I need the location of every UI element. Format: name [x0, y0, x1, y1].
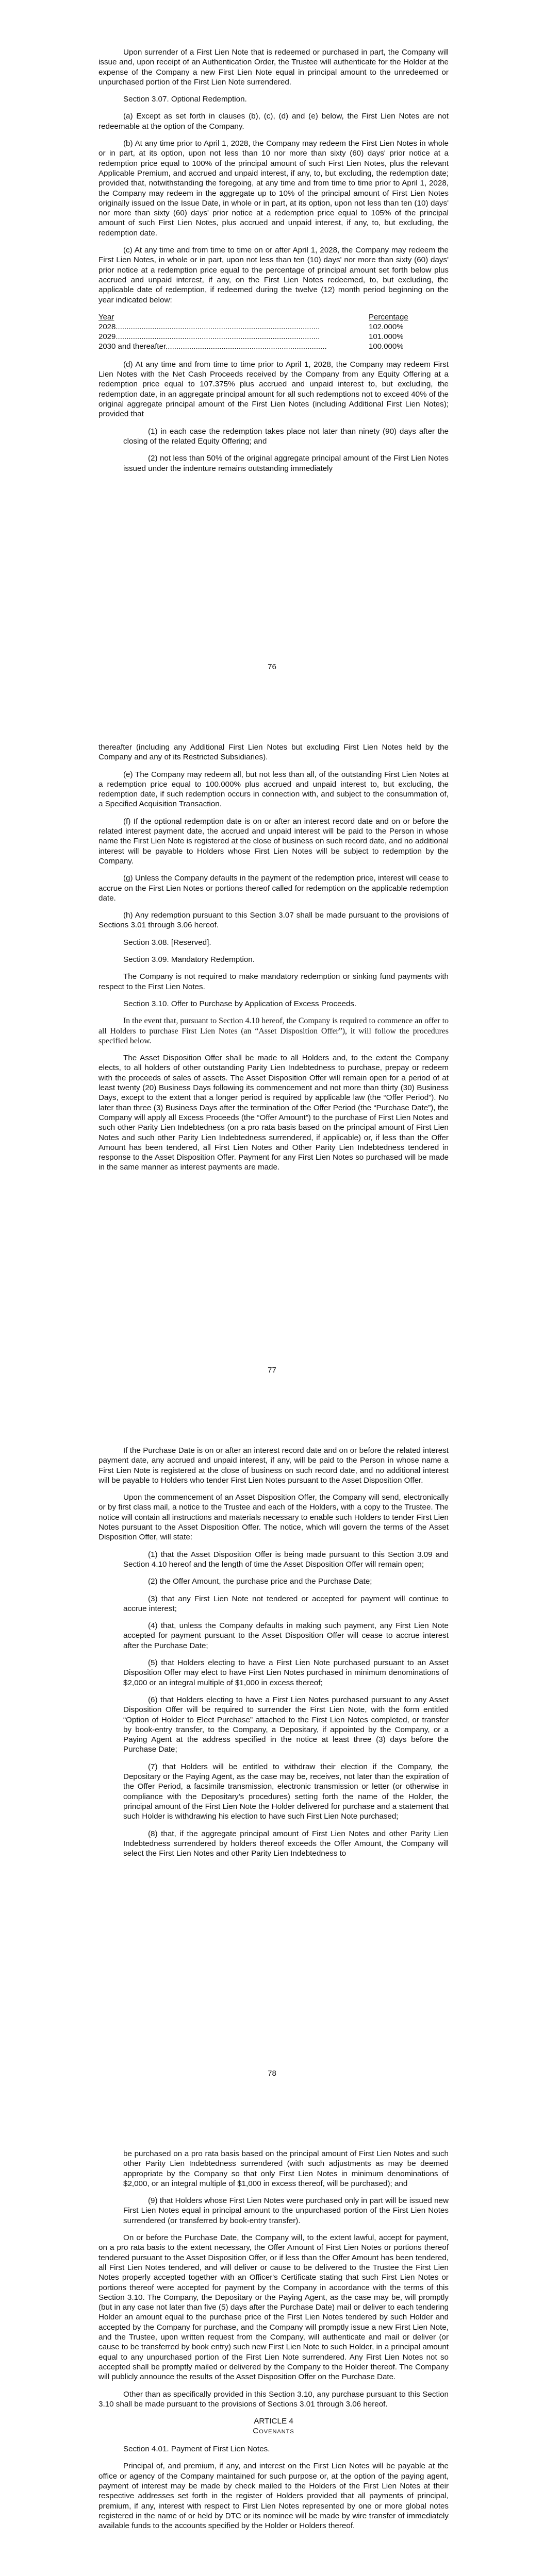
- list-item: (6) that Holders electing to have a First Lien Notes purchased pursuant to any Asset Disposition Offer will be required to surrender the First Lien Note, with the form entitled “Option of Holder to Elect Purchase” attached to the First Lien Notes completed, or transfer by book-entry transfer, to the Company, a Depositary, if appointed by the Company, or a Paying Agent at the address specified in the notice at least three (3) days before the Purchase Date;: [123, 1695, 449, 1754]
- schedule-percentage: 101.000%: [369, 332, 404, 341]
- page-number: 76: [268, 663, 276, 671]
- list-item: (4) that, unless the Company defaults in making such payment, any First Lien Note accepted for payment pursuant to the Asset Disposition Offer will cease to accrue interest after the Purchase Date;: [123, 1621, 449, 1650]
- page-79: [0, 2110, 544, 2576]
- table-header-row: [98, 312, 431, 322]
- schedule-year: 2028...............................................................................................: [98, 322, 320, 331]
- article-title: ARTICLE 4: [254, 2417, 293, 2426]
- paragraph: Other than as specifically provided in this Section 3.10, any purchase pursuant to this Section 3.10 shall be made pursuant to the provisions of Sections 3.01 through 3.06 hereof.: [98, 2389, 449, 2409]
- page-76: [0, 0, 544, 703]
- paragraph: (h) Any redemption pursuant to this Section 3.07 shall be made pursuant to the provisions of Sections 3.01 through 3.06 hereof.: [98, 911, 449, 930]
- schedule-percentage: 102.000%: [369, 322, 404, 331]
- paragraph: If the Purchase Date is on or after an interest record date and on or before the related interest payment date, any accrued and unpaid interest, if any, will be paid to the Person in whose name a First Lien Note is registered at the close of business on such record date, and no additional interest will be payable to Holders who tender First Lien Notes pursuant to the Asset Disposition Offer.: [98, 1446, 449, 1485]
- paragraph: (g) Unless the Company defaults in the payment of the redemption price, interest will cease to accrue on the First Lien Notes or portions thereof called for redemption on the applicable redemption date.: [98, 874, 449, 903]
- paragraph: (a) Except as set forth in clauses (b), (c), (d) and (e) below, the First Lien Notes are not redeemable at the option of the Company.: [98, 112, 449, 131]
- paragraph: Upon surrender of a First Lien Note that is redeemed or purchased in part, the Company will issue and, upon receipt of an Authentication Order, the Trustee will authenticate for the Holder at the expense of the Company a new First Lien Note equal in principal amount to the unredeemed or unpurchased portion of the First Lien Note surrendered.: [98, 48, 449, 87]
- schedule-percentage: 100.000%: [369, 342, 404, 351]
- paragraph: The Company is not required to make mandatory redemption or sinking fund payments with respect to the First Lien Notes.: [98, 972, 449, 991]
- table-row: [98, 342, 431, 351]
- column-header-percentage: Percentage: [369, 312, 408, 321]
- page-78: [0, 1406, 544, 2110]
- schedule-year: 2029...............................................................................................: [98, 332, 320, 341]
- list-item: (9) that Holders whose First Lien Notes were purchased only in part will be issued new First Lien Notes equal in principal amount to the unpurchased portion of the First Lien Notes surrendered (or transferred by book-entry transfer).: [123, 2196, 449, 2225]
- paragraph: (e) The Company may redeem all, but not less than all, of the outstanding First Lien Notes at a redemption price equal to 100.000% plus accrued and unpaid interest to, but excluding, the redemption date, if such redemption occurs in connection with, and subject to the consummation of, a Specified Acquisition Transaction.: [98, 770, 449, 809]
- section-heading: Section 3.10. Offer to Purchase by Application of Excess Proceeds.: [123, 999, 357, 1008]
- column-header-year: Year: [98, 312, 114, 321]
- paragraph: In the event that, pursuant to Section 4.10 hereof, the Company is required to commence an offer to all Holders to purchase First Lien Notes (an “Asset Disposition Offer”), it will follow the procedures specified below.: [98, 1016, 449, 1045]
- list-item: (8) that, if the aggregate principal amount of First Lien Notes and other Parity Lien Indebtedness surrendered by holders thereof exceeds the Offer Amount, the Company will select the First Lien Notes and other Parity Lien Indebtedness to: [123, 1829, 449, 1858]
- paragraph: (c) At any time and from time to time on or after April 1, 2028, the Company may redeem the First Lien Notes, in whole or in part, upon not less than ten (10) days' nor more than sixty (60) days' prior notice at a redemption price equal to the percentage of principal amount set forth below plus accrued and unpaid interest, if any, on the First Lien Notes redeemed, to, but excluding, the applicable date of redemption, if redeemed during the twelve (12) month period beginning on the year indicated below:: [98, 246, 449, 304]
- section-heading: Section 3.09. Mandatory Redemption.: [123, 955, 255, 964]
- list-item: (2) the Offer Amount, the purchase price and the Purchase Date;: [148, 1577, 372, 1586]
- list-item: (5) that Holders electing to have a First Lien Note purchased pursuant to an Asset Disposition Offer may elect to have First Lien Notes purchased in minimum denominations of $2,000 or an integral multiple of $1,000 in excess thereof;: [123, 1658, 449, 1687]
- paragraph: (f) If the optional redemption date is on or after an interest record date and on or before the related interest payment date, the accrued and unpaid interest will be paid to the Person in whose name the First Lien Note is registered at the close of business on such record date, and no additional interest will be payable to Holders whose First Lien Notes will be subject to redemption by the Company.: [98, 817, 449, 866]
- paragraph: The Asset Disposition Offer shall be made to all Holders and, to the extent the Company elects, to all holders of other outstanding Parity Lien Indebtedness to purchase, prepay or redeem with the proceeds of sales of assets. The Asset Disposition Offer will remain open for a period of at least twenty (20) Business Days following its commencement and not more than thirty (30) Business Days, except to the extent that a longer period is required by applicable law (the “Offer Period”). No later than three (3) Business Days after the termination of the Offer Period (the “Purchase Date”), the Company will apply all Excess Proceeds (the “Offer Amount”) to the purchase of First Lien Notes and such other Parity Lien Indebtedness (on a pro rata basis based on the principal amount of First Lien Notes and such other Parity Lien Indebtedness surrendered, if applicable) or, if less than the Offer Amount has been tendered, all First Lien Notes and Other Parity Lien Indebtedness tendered in response to the Asset Disposition Offer. Payment for any First Lien Notes so purchased will be made in the same manner as interest payments are made.: [98, 1054, 449, 1172]
- list-item: (1) in each case the redemption takes place not later than ninety (90) days after the closing of the related Equity Offering; and: [123, 427, 449, 446]
- section-heading: Section 4.01. Payment of First Lien Notes.: [123, 2445, 270, 2454]
- page-number: 77: [268, 1366, 276, 1375]
- paragraph: (d) At any time and from time to time prior to April 1, 2028, the Company may redeem First Lien Notes with the Net Cash Proceeds received by the Company from any Equity Offering at a redemption price equal to 107.375% plus accrued and unpaid interest to, but excluding, the redemption date, in an aggregate principal amount for all such redemptions not to exceed 40% of the original aggregate principal amount of the First Lien Notes (including Additional First Lien Notes); provided that: [98, 360, 449, 419]
- table-row: [98, 332, 431, 342]
- list-item-continued: be purchased on a pro rata basis based on the principal amount of First Lien Notes and such other Parity Lien Indebtedness surrendered (with such adjustments as may be deemed appropriate by the Company so that only First Lien Notes in minimum denominations of $2,000, or an integral multiple of $1,000 in excess thereof, will be purchased); and: [123, 2149, 449, 2188]
- schedule-year: 2030 and thereafter...........................................................................: [98, 342, 327, 351]
- section-heading: Section 3.07. Optional Redemption.: [123, 95, 247, 104]
- page-77: [0, 703, 544, 1406]
- section-heading: Section 3.08. [Reserved].: [123, 938, 211, 947]
- table-row: [98, 322, 431, 332]
- list-item: (3) that any First Lien Note not tendered or accepted for payment will continue to accrue interest;: [123, 1594, 449, 1613]
- list-item: (1) that the Asset Disposition Offer is being made pursuant to this Section 3.09 and Section 4.10 hereof and the length of time the Asset Disposition Offer will remain open;: [123, 1550, 449, 1569]
- paragraph: Principal of, and premium, if any, and interest on the First Lien Notes will be payable at the office or agency of the Company maintained for such purpose or, at the option of the paying agent, payment of interest may be made by check mailed to the Holders of the First Lien Notes at their respective addresses set forth in the register of Holders provided that all payments of principal, premium, if any, interest with respect to First Lien Notes represented by one or more global notes registered in the name of or held by DTC or its nominee will be made by wire transfer of immediately available funds to the accounts specified by the Holder or Holders thereof.: [98, 2462, 449, 2531]
- redemption-schedule-table: [98, 312, 431, 351]
- page-number: 78: [268, 2069, 276, 2078]
- paragraph: (b) At any time prior to April 1, 2028, the Company may redeem the First Lien Notes in whole or in part, at its option, upon not less than 10 nor more than sixty (60) days' prior notice at a redemption price equal to 100% of the principal amount of such First Lien Notes, plus the relevant Applicable Premium, and accrued and unpaid interest, if any, to, but excluding, the redemption date; provided that, notwithstanding the foregoing, at any time and from time to time prior to April 1, 2028, the Company may redeem in the aggregate up to 10% of the principal amount of First Lien Notes originally issued on the Issue Date, in whole or in part, at its option, upon not less than ten (10) days' nor more than sixty (60) days' prior notice at a redemption price equal to 105% of the principal amount of such First Lien Notes, plus accrued and unpaid interest, if any, to, but excluding, the redemption date.: [98, 139, 449, 238]
- article-subtitle: Covenants: [253, 2427, 294, 2436]
- list-item: (7) that Holders will be entitled to withdraw their election if the Company, the Depositary or the Paying Agent, as the case may be, receives, not later than the expiration of the Offer Period, a facsimile transmission, electronic transmission or letter (or otherwise in compliance with the Depositary's procedures) setting forth the name of the Holder, the principal amount of the First Lien Note the Holder delivered for purchase and a statement that such Holder is withdrawing his election to have such First Lien Note purchased;: [123, 1762, 449, 1821]
- paragraph: thereafter (including any Additional First Lien Notes but excluding First Lien Notes held by the Company and any of its Restricted Subsidiaries).: [98, 743, 449, 762]
- paragraph: On or before the Purchase Date, the Company will, to the extent lawful, accept for payment, on a pro rata basis to the extent necessary, the Offer Amount of First Lien Notes or portions thereof tendered pursuant to the Asset Disposition Offer, or if less than the Offer Amount has been tendered, all First Lien Notes tendered, and will deliver or cause to be delivered to the Trustee the First Lien Notes properly accepted together with an Officer's Certificate stating that such First Lien Notes or portions thereof were accepted for payment by the Company in accordance with the terms of this Section 3.10. The Company, the Depositary or the Paying Agent, as the case may be, will promptly (but in any case not later than five (5) days after the Purchase Date) mail or deliver to each tendering Holder an amount equal to the purchase price of the First Lien Notes tendered by such Holder and accepted by the Company for purchase, and the Company will promptly issue a new First Lien Note, and the Trustee, upon written request from the Company, will authenticate and mail or deliver (or cause to be transferred by book entry) such new First Lien Note to such Holder, in a principal amount equal to any unpurchased portion of the First Lien Note surrendered. Any First Lien Notes not so accepted shall be promptly mailed or delivered by the Company to the Holder thereof. The Company will publicly announce the results of the Asset Disposition Offer on the Purchase Date.: [98, 2233, 449, 2382]
- list-item: (2) not less than 50% of the original aggregate principal amount of the First Lien Notes issued under the indenture remains outstanding immediately: [123, 454, 449, 473]
- paragraph: Upon the commencement of an Asset Disposition Offer, the Company will send, electronically or by first class mail, a notice to the Trustee and each of the Holders, with a copy to the Trustee. The notice will contain all instructions and materials necessary to enable such Holders to tender First Lien Notes pursuant to the Asset Disposition Offer. The notice, which will govern the terms of the Asset Disposition Offer, will state:: [98, 1493, 449, 1542]
